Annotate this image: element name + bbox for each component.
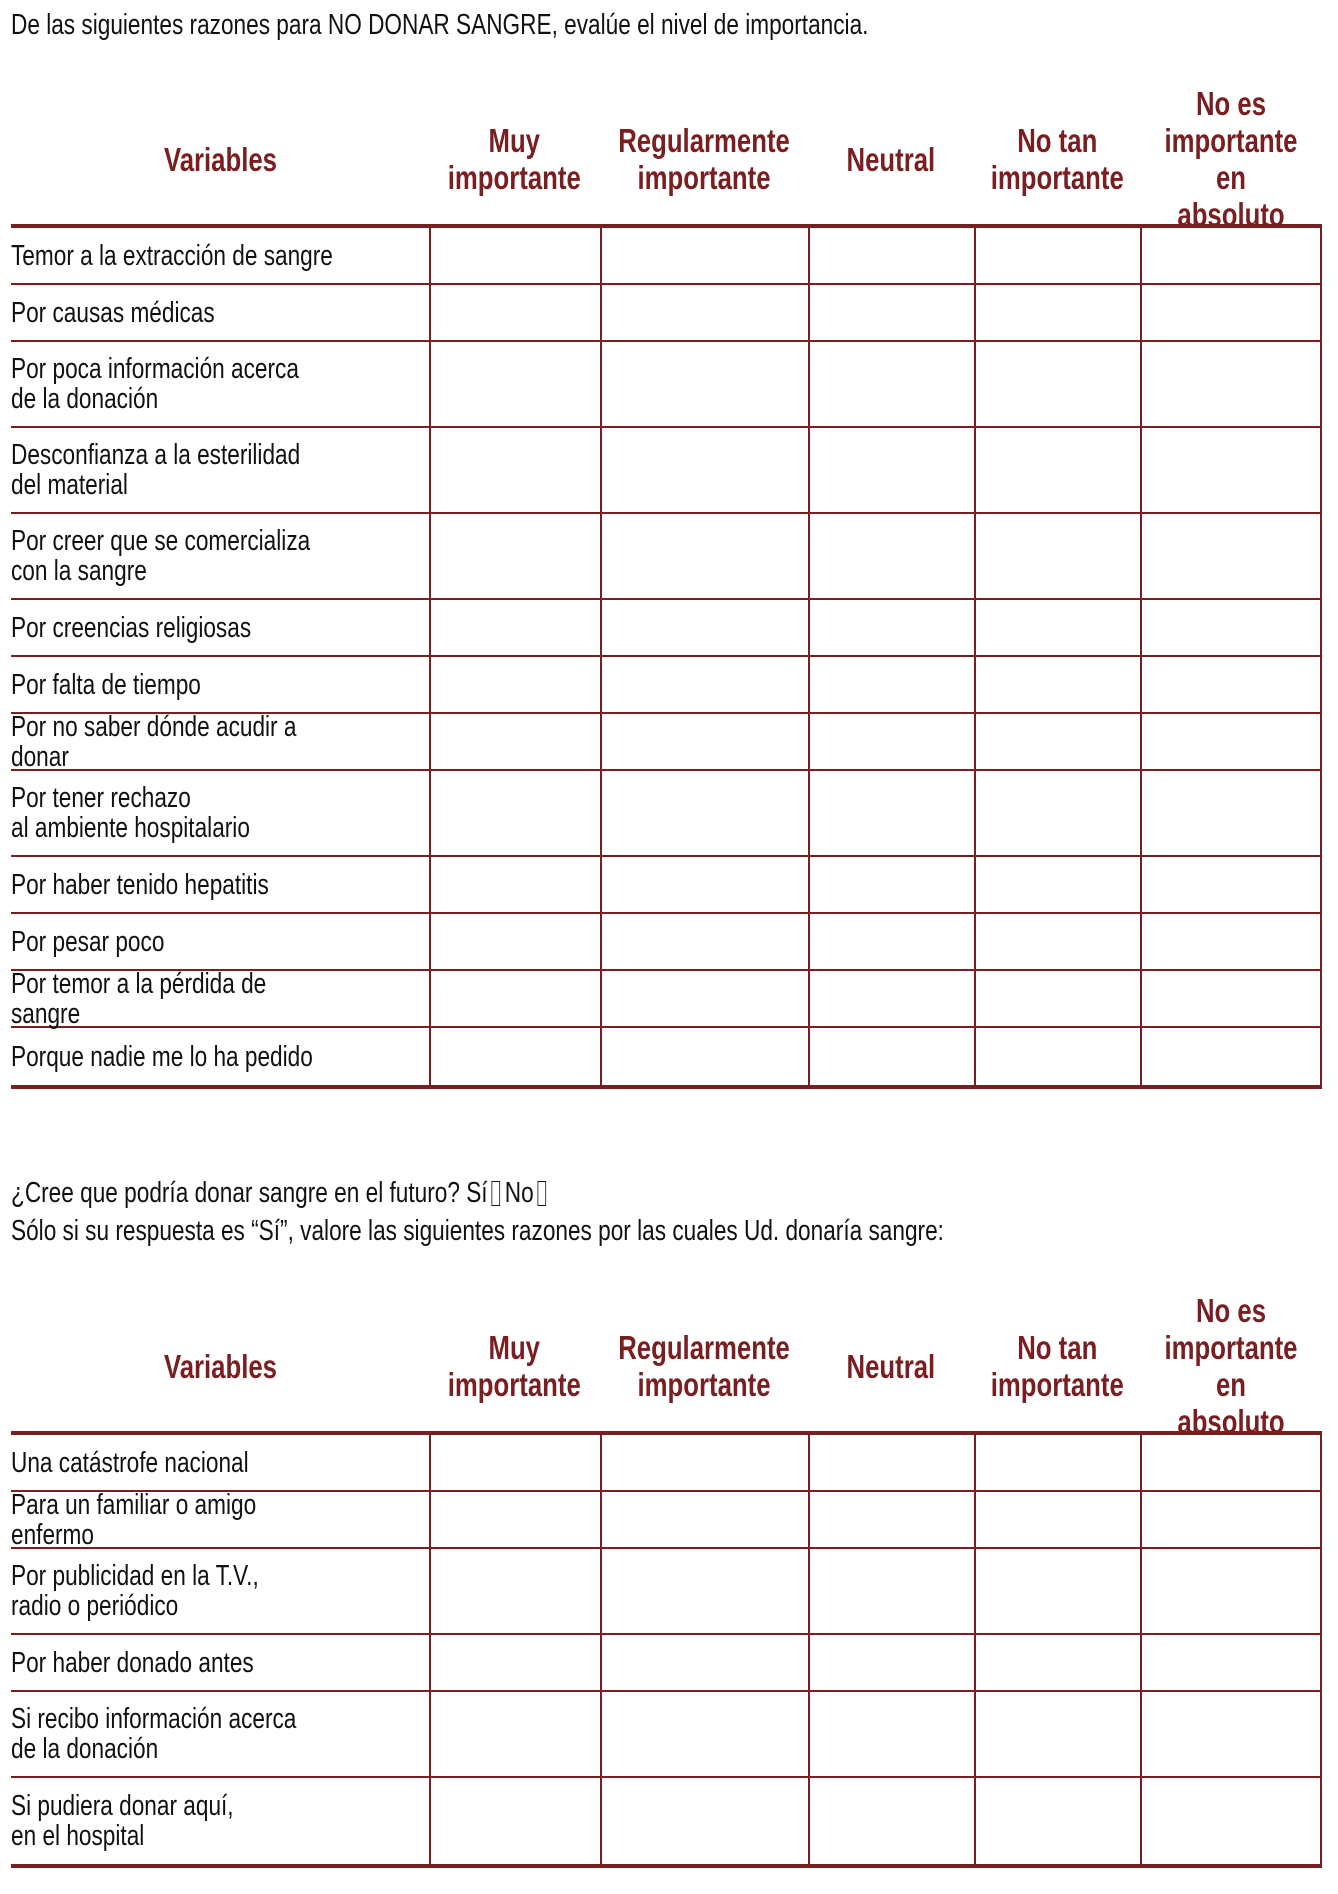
header-muy-importante: [429, 1299, 600, 1433]
table-row: [11, 914, 1322, 971]
rating-cell-no-es-importante[interactable]: [1140, 1635, 1322, 1690]
rating-cell-neutral[interactable]: [808, 228, 974, 283]
rating-cell-muy-importante[interactable]: [429, 771, 600, 855]
rating-cell-muy-importante[interactable]: [429, 714, 600, 769]
rating-cell-regularmente-importante[interactable]: [600, 657, 808, 712]
rating-cell-neutral[interactable]: [808, 514, 974, 598]
header-regularmente-importante-label: Regularmente importante: [618, 1329, 790, 1403]
header-neutral: [808, 1299, 974, 1433]
rating-cell-no-es-importante[interactable]: [1140, 228, 1322, 283]
rating-cell-no-tan-importante[interactable]: [974, 971, 1140, 1026]
rating-cell-regularmente-importante[interactable]: [600, 1778, 808, 1864]
rating-cell-neutral[interactable]: [808, 1778, 974, 1864]
header-no-tan-importante: [974, 92, 1140, 226]
rating-cell-muy-importante[interactable]: [429, 600, 600, 655]
header-variables: [11, 1299, 429, 1433]
row-label: [11, 1692, 429, 1776]
table-row: [11, 228, 1322, 285]
row-label: [11, 1028, 429, 1085]
rating-cell-regularmente-importante[interactable]: [600, 1635, 808, 1690]
rating-cell-no-es-importante[interactable]: [1140, 285, 1322, 340]
header-neutral: [808, 92, 974, 226]
rating-cell-no-es-importante[interactable]: [1140, 428, 1322, 512]
table-body: [11, 1431, 1322, 1868]
table-body: [11, 224, 1322, 1089]
rating-cell-no-tan-importante[interactable]: [974, 771, 1140, 855]
rating-cell-muy-importante[interactable]: [429, 285, 600, 340]
rating-cell-muy-importante[interactable]: [429, 1778, 600, 1864]
header-regularmente-importante: [600, 92, 808, 226]
rating-cell-regularmente-importante[interactable]: [600, 857, 808, 912]
table-row: [11, 285, 1322, 342]
rating-cell-muy-importante[interactable]: [429, 657, 600, 712]
rating-cell-no-tan-importante[interactable]: [974, 1028, 1140, 1085]
table-row: [11, 657, 1322, 714]
rating-cell-muy-importante[interactable]: [429, 428, 600, 512]
rating-cell-no-es-importante[interactable]: [1140, 1028, 1322, 1085]
rating-cell-no-tan-importante[interactable]: [974, 1692, 1140, 1776]
row-label-text: Por temor a la pérdida de sangre: [11, 967, 267, 1030]
rating-cell-neutral[interactable]: [808, 1635, 974, 1690]
rating-cell-regularmente-importante[interactable]: [600, 1549, 808, 1633]
rating-cell-muy-importante[interactable]: [429, 1692, 600, 1776]
rating-cell-muy-importante[interactable]: [429, 1492, 600, 1547]
row-label: [11, 1778, 429, 1864]
rating-cell-no-tan-importante[interactable]: [974, 657, 1140, 712]
row-label-text: Por creencias religiosas: [11, 611, 252, 644]
rating-cell-muy-importante[interactable]: [429, 1028, 600, 1085]
rating-cell-neutral[interactable]: [808, 1028, 974, 1085]
row-label: [11, 600, 429, 655]
header-muy-importante: [429, 92, 600, 226]
rating-cell-muy-importante[interactable]: [429, 914, 600, 969]
header-neutral-label: Neutral: [846, 1347, 936, 1385]
rating-cell-regularmente-importante[interactable]: [600, 514, 808, 598]
rating-cell-no-es-importante[interactable]: [1140, 514, 1322, 598]
rating-cell-no-es-importante[interactable]: [1140, 1492, 1322, 1547]
header-regularmente-importante-label: Regularmente importante: [618, 122, 790, 196]
rating-cell-regularmente-importante[interactable]: [600, 1692, 808, 1776]
header-variables-label: Variables: [163, 140, 277, 178]
yes-checkbox[interactable]: [491, 1181, 500, 1206]
rating-cell-no-tan-importante[interactable]: [974, 228, 1140, 283]
no-label: No: [504, 1177, 534, 1209]
row-label-text: Por no saber dónde acudir a donar: [11, 710, 297, 773]
row-label-text: Para un familiar o amigo enfermo: [11, 1488, 257, 1551]
row-label-text: Una catástrofe nacional: [11, 1446, 249, 1479]
rating-cell-no-es-importante[interactable]: [1140, 1435, 1322, 1490]
rating-cell-no-es-importante[interactable]: [1140, 714, 1322, 769]
rating-cell-no-tan-importante[interactable]: [974, 1635, 1140, 1690]
header-neutral-label: Neutral: [846, 140, 936, 178]
rating-cell-no-tan-importante[interactable]: [974, 857, 1140, 912]
header-no-tan-importante-label: No tan importante: [990, 122, 1124, 196]
header-no-es-importante-label: No es importante en absoluto: [1164, 85, 1298, 233]
rating-cell-regularmente-importante[interactable]: [600, 1028, 808, 1085]
row-label: [11, 857, 429, 912]
rating-cell-no-tan-importante[interactable]: [974, 1778, 1140, 1864]
rating-cell-regularmente-importante[interactable]: [600, 428, 808, 512]
row-label-text: Porque nadie me lo ha pedido: [11, 1040, 313, 1073]
header-no-es-importante: [1140, 85, 1322, 233]
row-label: [11, 1549, 429, 1633]
header-muy-importante-label: Muy importante: [447, 122, 581, 196]
rating-cell-muy-importante[interactable]: [429, 514, 600, 598]
table-row: [11, 857, 1322, 914]
rating-cell-neutral[interactable]: [808, 1549, 974, 1633]
rating-cell-neutral[interactable]: [808, 342, 974, 426]
row-label: [11, 914, 429, 969]
rating-cell-neutral[interactable]: [808, 285, 974, 340]
row-label: [11, 967, 429, 1030]
row-label: [11, 710, 429, 773]
rating-cell-regularmente-importante[interactable]: [600, 1435, 808, 1490]
row-label-text: Por poca información acerca de la donación: [11, 353, 299, 415]
section1-intro-text: De las siguientes razones para NO DONAR SANGRE, evalúe el nivel de importancia.: [11, 9, 869, 41]
rating-cell-no-es-importante[interactable]: [1140, 1778, 1322, 1864]
rating-cell-muy-importante[interactable]: [429, 1435, 600, 1490]
row-label: [11, 514, 429, 598]
rating-cell-muy-importante[interactable]: [429, 971, 600, 1026]
header-variables: [11, 92, 429, 226]
table-row: [11, 428, 1322, 514]
table-header: [11, 1292, 1322, 1440]
header-no-es-importante-label: No es importante en absoluto: [1164, 1292, 1298, 1440]
header-variables-label: Variables: [163, 1347, 277, 1385]
rating-cell-no-tan-importante[interactable]: [974, 714, 1140, 769]
table-row: [11, 1692, 1322, 1778]
followup-text: Sólo si su respuesta es “Sí”, valore las siguientes razones por las cuales Ud. donaría sangre:: [11, 1215, 944, 1247]
rating-cell-neutral[interactable]: [808, 1435, 974, 1490]
rating-cell-no-tan-importante[interactable]: [974, 914, 1140, 969]
table-row: [11, 1028, 1322, 1085]
row-label-text: Temor a la extracción de sangre: [11, 239, 333, 272]
table-row: [11, 1635, 1322, 1692]
row-label: [11, 1488, 429, 1551]
row-label: [11, 342, 429, 426]
rating-cell-no-es-importante[interactable]: [1140, 342, 1322, 426]
rating-cell-no-es-importante[interactable]: [1140, 657, 1322, 712]
rating-cell-no-tan-importante[interactable]: [974, 600, 1140, 655]
table-row: [11, 1778, 1322, 1864]
header-no-tan-importante: [974, 1299, 1140, 1433]
row-label: [11, 428, 429, 512]
rating-cell-neutral[interactable]: [808, 1492, 974, 1547]
rating-cell-regularmente-importante[interactable]: [600, 971, 808, 1026]
header-muy-importante-label: Muy importante: [447, 1329, 581, 1403]
row-label-text: Por pesar poco: [11, 925, 165, 958]
rating-cell-muy-importante[interactable]: [429, 1549, 600, 1633]
row-label-text: Por publicidad en la T.V., radio o periódico: [11, 1560, 259, 1622]
row-label-text: Si pudiera donar aquí, en el hospital: [11, 1790, 234, 1852]
rating-cell-regularmente-importante[interactable]: [600, 285, 808, 340]
rating-cell-no-es-importante[interactable]: [1140, 1549, 1322, 1633]
rating-cell-regularmente-importante[interactable]: [600, 228, 808, 283]
row-label: [11, 771, 429, 855]
rating-cell-neutral[interactable]: [808, 657, 974, 712]
rating-cell-no-tan-importante[interactable]: [974, 342, 1140, 426]
section1-intro: [11, 8, 1110, 42]
rating-cell-regularmente-importante[interactable]: [600, 342, 808, 426]
rating-cell-neutral[interactable]: [808, 971, 974, 1026]
rating-cell-regularmente-importante[interactable]: [600, 714, 808, 769]
rating-cell-neutral[interactable]: [808, 914, 974, 969]
rating-cell-neutral[interactable]: [808, 428, 974, 512]
row-label-text: Desconfianza a la esterilidad del material: [11, 439, 301, 501]
rating-cell-no-tan-importante[interactable]: [974, 1549, 1140, 1633]
rating-cell-no-tan-importante[interactable]: [974, 1435, 1140, 1490]
row-label-text: Por tener rechazo al ambiente hospitalario: [11, 782, 250, 844]
row-label-text: Por haber tenido hepatitis: [11, 868, 269, 901]
rating-cell-neutral[interactable]: [808, 857, 974, 912]
table-row: [11, 1435, 1322, 1492]
rating-cell-no-tan-importante[interactable]: [974, 514, 1140, 598]
table-row: [11, 514, 1322, 600]
header-regularmente-importante: [600, 1299, 808, 1433]
table-row: [11, 342, 1322, 428]
rating-cell-regularmente-importante[interactable]: [600, 771, 808, 855]
rating-cell-no-es-importante[interactable]: [1140, 857, 1322, 912]
rating-cell-no-es-importante[interactable]: [1140, 914, 1322, 969]
row-label: [11, 1635, 429, 1690]
followup-instruction: [11, 1214, 1207, 1248]
row-label: [11, 1435, 429, 1490]
table-row: [11, 1488, 1322, 1551]
rating-cell-muy-importante[interactable]: [429, 857, 600, 912]
rating-cell-no-tan-importante[interactable]: [974, 1492, 1140, 1547]
rating-cell-no-es-importante[interactable]: [1140, 1692, 1322, 1776]
rating-cell-muy-importante[interactable]: [429, 342, 600, 426]
future-donation-question: [11, 1176, 703, 1210]
row-label-text: Por haber donado antes: [11, 1646, 254, 1679]
row-label-text: Si recibo información acerca de la donación: [11, 1703, 297, 1765]
rating-cell-regularmente-importante[interactable]: [600, 1492, 808, 1547]
row-label-text: Por falta de tiempo: [11, 668, 201, 701]
table-header: [11, 85, 1322, 233]
rating-cell-neutral[interactable]: [808, 714, 974, 769]
rating-cell-neutral[interactable]: [808, 771, 974, 855]
rating-cell-muy-importante[interactable]: [429, 228, 600, 283]
rating-cell-muy-importante[interactable]: [429, 1635, 600, 1690]
row-label: [11, 228, 429, 283]
no-checkbox[interactable]: [538, 1181, 547, 1206]
row-label-text: Por creer que se comercializa con la sangre: [11, 525, 311, 587]
rating-cell-neutral[interactable]: [808, 600, 974, 655]
rating-cell-neutral[interactable]: [808, 1692, 974, 1776]
rating-cell-no-es-importante[interactable]: [1140, 771, 1322, 855]
row-label-text: Por causas médicas: [11, 296, 215, 329]
header-no-es-importante: [1140, 1292, 1322, 1440]
rating-cell-no-es-importante[interactable]: [1140, 600, 1322, 655]
table-row: [11, 771, 1322, 857]
rating-cell-no-tan-importante[interactable]: [974, 428, 1140, 512]
rating-cell-no-es-importante[interactable]: [1140, 971, 1322, 1026]
rating-cell-regularmente-importante[interactable]: [600, 600, 808, 655]
rating-cell-regularmente-importante[interactable]: [600, 914, 808, 969]
table-row: [11, 967, 1322, 1030]
table-row: [11, 600, 1322, 657]
yes-label: Sí: [466, 1177, 488, 1209]
row-label: [11, 285, 429, 340]
table-row: [11, 710, 1322, 773]
question-text: ¿Cree que podría donar sangre en el futuro?: [11, 1177, 460, 1209]
rating-cell-no-tan-importante[interactable]: [974, 285, 1140, 340]
table-row: [11, 1549, 1322, 1635]
header-no-tan-importante-label: No tan importante: [990, 1329, 1124, 1403]
row-label: [11, 657, 429, 712]
